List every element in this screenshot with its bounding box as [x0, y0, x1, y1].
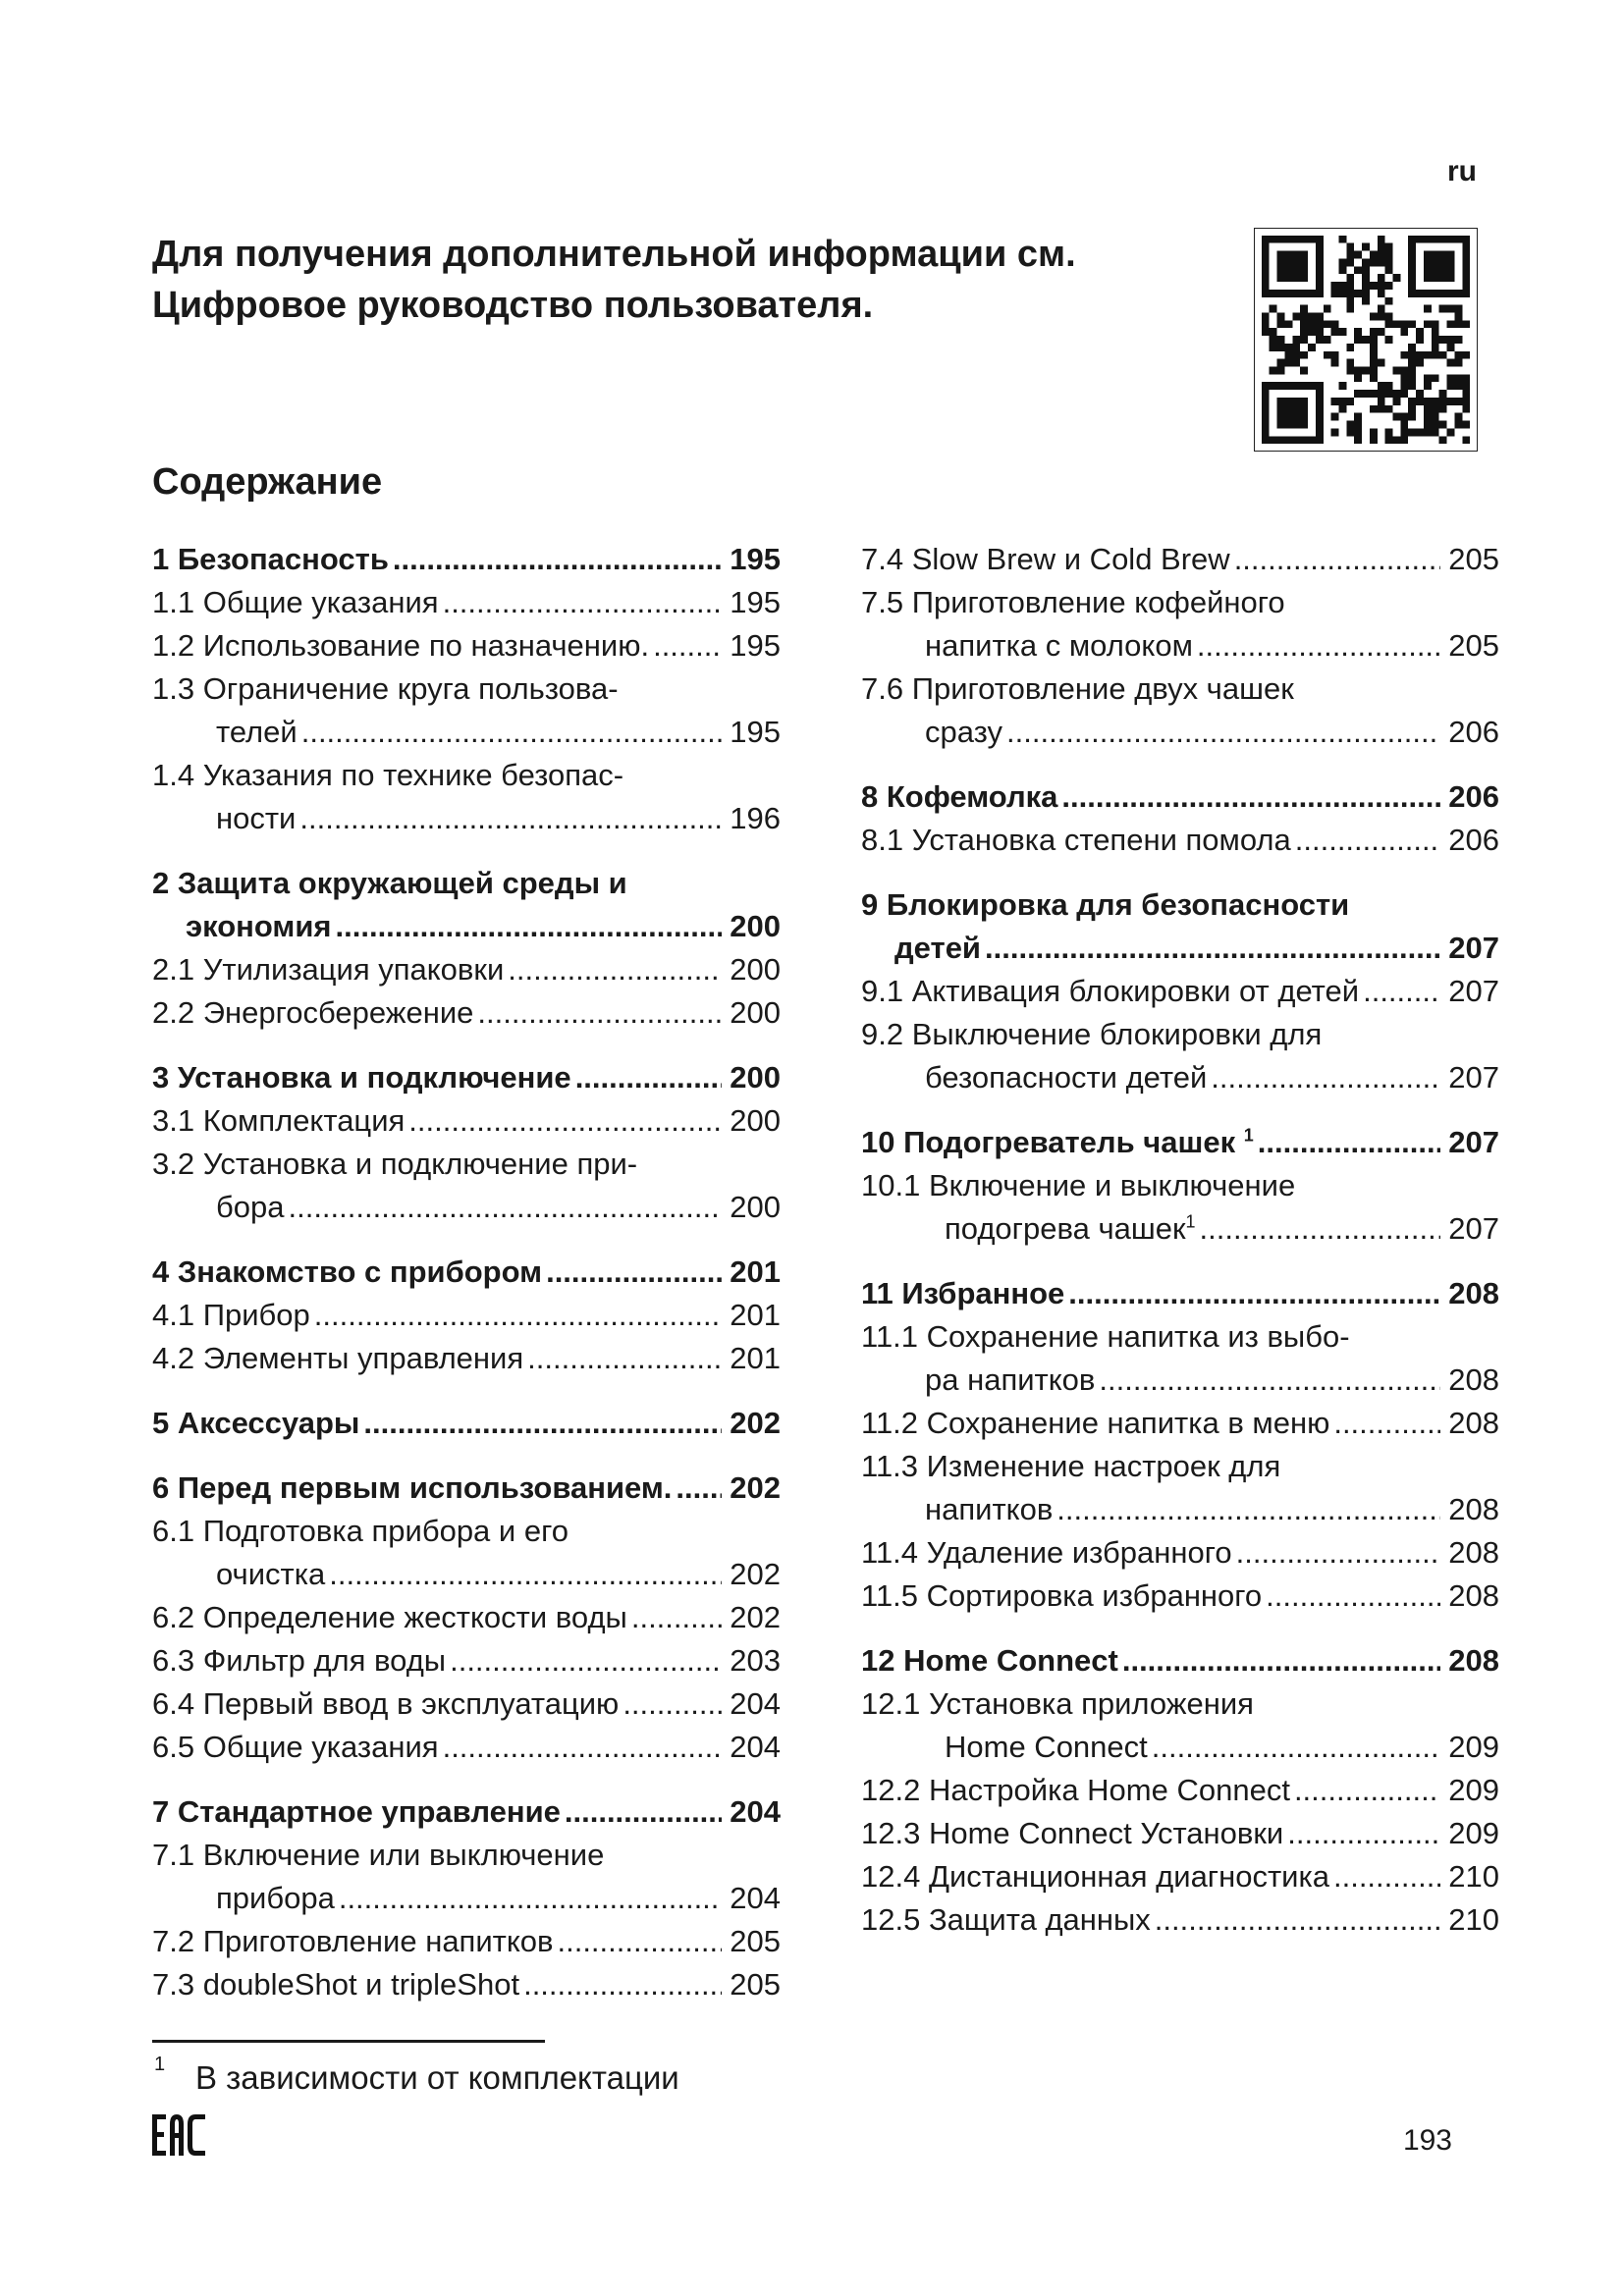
- toc-section-2: [152, 862, 781, 1035]
- toc-section-3: [152, 1056, 781, 1229]
- toc-section-6: [152, 1467, 781, 1769]
- toc-section-7-cont: [861, 538, 1499, 754]
- toc-entry-3-2[interactable]: 3.2 Установка и подключение при- бора ..... 200: [152, 1143, 781, 1229]
- toc-section-8: [861, 775, 1499, 862]
- toc-entry-1-2[interactable]: 1.2 Использование по назначению. ..... 195: [152, 624, 781, 667]
- toc-heading-6[interactable]: 6 Перед первым использованием. ..... 202: [152, 1467, 781, 1510]
- eac-mark-icon: [150, 2112, 209, 2158]
- toc-entry-12-4[interactable]: 12.4 Дистанционная диагностика ..... 210: [861, 1855, 1499, 1898]
- toc-section-1: [152, 538, 781, 840]
- toc-entry-12-3[interactable]: 12.3 Home Connect Установки ..... 209: [861, 1812, 1499, 1855]
- footnote-ref: 1: [1243, 1125, 1254, 1146]
- toc-entry-7-2[interactable]: 7.2 Приготовление напитков ..... 205: [152, 1920, 781, 1963]
- toc-section-5: [152, 1402, 781, 1445]
- toc-section-7: [152, 1790, 781, 2006]
- page-number: 193: [1402, 2124, 1452, 2157]
- toc-section-4: [152, 1251, 781, 1380]
- toc-entry-9-1[interactable]: 9.1 Активация блокировки от детей ..... 207: [861, 970, 1499, 1013]
- footnote-ref: 1: [1185, 1211, 1196, 1232]
- toc-entry-7-6[interactable]: 7.6 Приготовление двух чашек сразу ..... 206: [861, 667, 1499, 754]
- toc-section-11: [861, 1272, 1499, 1618]
- toc-heading-10[interactable]: 10 Подогреватель чашек $^1$ ..... 207: [861, 1121, 1499, 1164]
- toc-entry-3-1[interactable]: 3.1 Комплектация ..... 200: [152, 1099, 781, 1143]
- headline-line-1: Для получения дополнительной информации см.: [152, 234, 1076, 275]
- headline: [152, 229, 1213, 331]
- toc-entry-7-3[interactable]: 7.3 doubleShot и tripleShot ..... 205: [152, 1963, 781, 2006]
- toc-title: Содержание: [152, 461, 383, 503]
- toc-entry-9-2[interactable]: 9.2 Выключение блокировки для безопасности детей ..... 207: [861, 1013, 1499, 1099]
- toc-heading-8[interactable]: 8 Кофемолка ..... 206: [861, 775, 1499, 819]
- toc-entry-10-1[interactable]: 10.1 Включение и выключение подогрева чашек$^1$ ..... 207: [861, 1164, 1499, 1251]
- toc-heading-5[interactable]: 5 Аксессуары ..... 202: [152, 1402, 781, 1445]
- toc-entry-1-3[interactable]: 1.3 Ограничение круга пользова- телей ..... 195: [152, 667, 781, 754]
- toc-entry-7-1[interactable]: 7.1 Включение или выключение прибора ..... 204: [152, 1834, 781, 1920]
- footnote-text: В зависимости от комплектации: [195, 2059, 679, 2096]
- toc-heading-9[interactable]: 9 Блокировка для безопасности детей ..... 207: [861, 883, 1499, 970]
- toc-entry-12-1[interactable]: 12.1 Установка приложения Home Connect ..... 209: [861, 1682, 1499, 1769]
- toc-entry-11-2[interactable]: 11.2 Сохранение напитка в меню ..... 208: [861, 1402, 1499, 1445]
- toc-entry-1-4[interactable]: 1.4 Указания по технике безопас- ности ..... 196: [152, 754, 781, 840]
- toc-heading-1[interactable]: 1 Безопасность ..... 195: [152, 538, 781, 581]
- toc-entry-4-2[interactable]: 4.2 Элементы управления ..... 201: [152, 1337, 781, 1380]
- toc-heading-3[interactable]: 3 Установка и подключение ..... 200: [152, 1056, 781, 1099]
- toc-entry-2-1[interactable]: 2.1 Утилизация упаковки ..... 200: [152, 948, 781, 991]
- toc-heading-11[interactable]: 11 Избранное ..... 208: [861, 1272, 1499, 1315]
- toc-section-9: [861, 883, 1499, 1099]
- toc-entry-11-5[interactable]: 11.5 Сортировка избранного ..... 208: [861, 1575, 1499, 1618]
- toc-section-10: [861, 1121, 1499, 1251]
- toc-entry-7-4[interactable]: 7.4 Slow Brew и Cold Brew ..... 205: [861, 538, 1499, 581]
- language-code: ru: [1447, 155, 1477, 187]
- toc-entry-6-4[interactable]: 6.4 Первый ввод в эксплуатацию ..... 204: [152, 1682, 781, 1726]
- toc-heading-12[interactable]: 12 Home Connect ..... 208: [861, 1639, 1499, 1682]
- toc-entry-11-3[interactable]: 11.3 Изменение настроек для напитков ..... 208: [861, 1445, 1499, 1531]
- toc-column-left: [152, 538, 781, 2028]
- toc-entry-4-1[interactable]: 4.1 Прибор ..... 201: [152, 1294, 781, 1337]
- toc-entry-6-1[interactable]: 6.1 Подготовка прибора и его очистка ..... 202: [152, 1510, 781, 1596]
- toc-entry-6-3[interactable]: 6.3 Фильтр для воды ..... 203: [152, 1639, 781, 1682]
- toc-entry-6-2[interactable]: 6.2 Определение жесткости воды ..... 202: [152, 1596, 781, 1639]
- toc-entry-8-1[interactable]: 8.1 Установка степени помола ..... 206: [861, 819, 1499, 862]
- headline-line-2: Цифровое руководство пользователя.: [152, 285, 874, 326]
- toc-section-12: [861, 1639, 1499, 1942]
- toc-heading-7[interactable]: 7 Стандартное управление ..... 204: [152, 1790, 781, 1834]
- toc-column-right: [861, 538, 1499, 1963]
- toc-heading-4[interactable]: 4 Знакомство с прибором ..... 201: [152, 1251, 781, 1294]
- qr-code: [1254, 228, 1478, 452]
- footnote: [152, 2054, 679, 2097]
- toc-entry-11-1[interactable]: 11.1 Сохранение напитка из выбо- ра напитков ..... 208: [861, 1315, 1499, 1402]
- toc-entry-6-5[interactable]: 6.5 Общие указания ..... 204: [152, 1726, 781, 1769]
- toc-entry-12-2[interactable]: 12.2 Настройка Home Connect ..... 209: [861, 1769, 1499, 1812]
- toc-entry-12-5[interactable]: 12.5 Защита данных ..... 210: [861, 1898, 1499, 1942]
- toc-heading-2[interactable]: 2 Защита окружающей среды и экономия ..... 200: [152, 862, 781, 948]
- toc-entry-11-4[interactable]: 11.4 Удаление избранного ..... 208: [861, 1531, 1499, 1575]
- footnote-divider: [152, 2040, 545, 2043]
- toc-entry-7-5[interactable]: 7.5 Приготовление кофейного напитка с молоком ..... 205: [861, 581, 1499, 667]
- toc-entry-2-2[interactable]: 2.2 Энергосбережение ..... 200: [152, 991, 781, 1035]
- footnote-mark: 1: [154, 2054, 166, 2075]
- toc-entry-1-1[interactable]: 1.1 Общие указания ..... 195: [152, 581, 781, 624]
